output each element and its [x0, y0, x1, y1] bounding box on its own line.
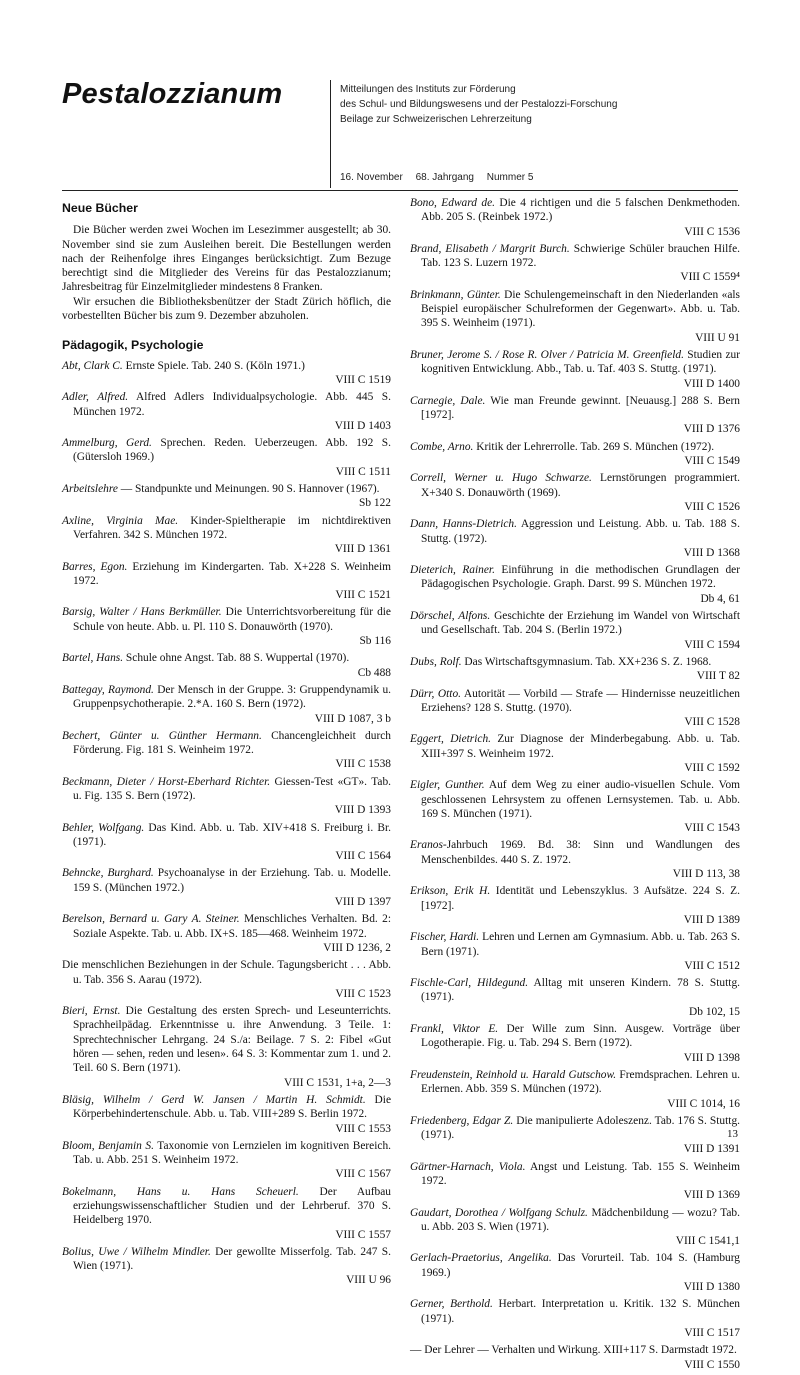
bibliography-entry	[410, 471, 740, 514]
entry-shelfmark: VIII D 1391	[683, 1143, 740, 1156]
bibliography-entry	[62, 1185, 391, 1242]
entry-description: Sprechen. Reden. Ueberzeugen. Abb. 192 S. (Gütersloh 1969.)	[73, 437, 391, 464]
entry-shelfmark: Sb 122	[359, 497, 391, 510]
right-column	[410, 196, 740, 1375]
entry-author: Battegay, Raymond.	[62, 683, 154, 696]
entry-author: Brinkmann, Günter.	[410, 288, 501, 301]
section-heading: Pädagogik, Psychologie	[62, 338, 204, 353]
entry-description: Psychoanalyse in der Erziehung. Tab. u. Modelle. 159 S. (München 1972.)	[73, 867, 391, 894]
entry-author: Beckmann, Dieter / Horst-Eberhard Richter.	[62, 775, 271, 788]
entry-shelfmark: VIII C 1567	[335, 1168, 391, 1181]
entry-shelfmark: VIII D 1397	[334, 896, 391, 909]
entry-description: Alfred Adlers Individualpsychologie. Abb. 445 S. München 1972.	[73, 391, 391, 418]
masthead-horizontal-rule	[62, 190, 738, 191]
entry-author: Dörschel, Alfons.	[410, 610, 491, 623]
masthead-vertical-rule	[330, 80, 331, 188]
entry-description: Zur Diagnose der Minderbegabung. Abb. u. Tab. XIII+397 S. Weinheim 1972.	[421, 733, 740, 760]
bibliography-entry	[62, 359, 391, 388]
entry-description: Fremdsprachen. Lehren u. Erlernen. Abb. 359 S. München (1972).	[421, 1068, 740, 1096]
bibliography-entry	[62, 651, 391, 680]
entry-author: Adler, Alfred.	[62, 391, 129, 404]
entry-shelfmark: VIII C 1550	[684, 1358, 740, 1371]
bibliography-entry	[410, 930, 740, 973]
entry-description: Lernstörungen programmiert. X+340 S. Donauwörth (1969).	[421, 472, 740, 499]
entry-description: Der Aufbau erziehungswissenschaftlicher Studien und der Lehrberuf. 370 S. Heidelberg 1970.	[73, 1185, 391, 1227]
bibliography-entry	[410, 687, 740, 730]
entry-shelfmark: VIII D 113, 38	[672, 868, 740, 881]
bibliography-entry	[410, 1343, 740, 1372]
entry-description: Angst und Leistung. Tab. 155 S. Weinheim 1972.	[421, 1160, 740, 1187]
bibliography-entry	[410, 1251, 740, 1294]
entry-description: Das Vorurteil. Tab. 104 S. (Hamburg 1969.)	[421, 1252, 740, 1279]
entry-author: Berelson, Bernard u. Gary A. Steiner.	[62, 913, 240, 926]
entry-shelfmark: VIII U 96	[346, 1274, 391, 1287]
bibliography-entry	[62, 912, 391, 955]
entry-description: Das Wirtschaftsgymnasium. Tab. XX+236 S. Z. 1968.	[461, 655, 712, 668]
entry-shelfmark: VIII C 1526	[684, 500, 740, 513]
entry-shelfmark: VIII D 1369	[683, 1189, 740, 1202]
entry-description: Die menschlichen Beziehungen in der Schule. Tagungsbericht . . . Abb. u. Tab. 356 S. Aarau (1972).	[62, 959, 391, 986]
bibliography-entry	[410, 242, 740, 285]
bibliography-entry	[62, 1093, 391, 1136]
entry-description: Wie man Freunde gewinnt. [Neuausg.] 288 S. Bern [1972].	[421, 394, 740, 422]
entry-shelfmark: VIII D 1380	[683, 1281, 740, 1294]
entry-description: Giessen-Test «GT». Tab. u. Fig. 135 S. Bern (1972).	[73, 775, 392, 802]
entry-shelfmark: VIII D 1087, 3 b	[314, 712, 391, 725]
entry-author: Freudenstein, Reinhold u. Harald Gutschow.	[410, 1068, 617, 1081]
entry-shelfmark: VIII U 91	[695, 331, 740, 344]
masthead-subtitle-line-2: des Schul- und Bildungswesens und der Pestalozzi-Forschung	[340, 99, 618, 110]
entry-shelfmark: VIII C 1541,1	[675, 1235, 740, 1248]
entry-author: Arbeitslehre	[62, 483, 118, 496]
entry-description: Kinder-Spieltherapie im nichtdirektiven Verfahren. 342 S. München 1972.	[73, 514, 391, 541]
entry-shelfmark: VIII C 1536	[684, 225, 740, 238]
entry-shelfmark: VIII T 82	[696, 670, 740, 683]
entry-description: Die 4 richtigen und die 5 falschen Denkmethoden. Abb. 205 S. (Reinbek 1972.)	[421, 197, 740, 224]
entry-description: Der gewollte Misserfolg. Tab. 247 S. Wien (1971).	[73, 1245, 391, 1273]
bibliography-entry	[410, 517, 740, 560]
entry-description: Lehren und Lernen am Gymnasium. Abb. u. Tab. 263 S. Bern (1971).	[421, 931, 740, 958]
entry-author: Dieterich, Rainer.	[410, 564, 495, 577]
entry-author: Gerlach-Praetorius, Angelika.	[410, 1252, 552, 1265]
entry-shelfmark: VIII D 1376	[683, 423, 740, 436]
bibliography-entry	[62, 729, 391, 772]
entry-description: Die Unterrichtsvorbereitung für die Schule von heute. Abb. u. Pl. 110 S. Donauwörth (1970).	[73, 606, 391, 633]
bibliography-entry	[410, 655, 740, 684]
entry-description: Herbart. Interpretation u. Kritik. 132 S. München (1971).	[421, 1298, 740, 1325]
entry-shelfmark: VIII C 1519	[335, 373, 391, 386]
bibliography-entry	[410, 838, 740, 881]
bibliography-entry	[62, 866, 391, 909]
entry-description: Chancengleichheit durch Förderung. Fig. 181 S. Weinheim 1972.	[73, 729, 391, 757]
entry-description: Autorität — Vorbild — Strafe — Hindernisse neuzeitlichen Erziehens? 128 S. Stuttg. (1970).	[421, 687, 740, 714]
entry-description: Der Wille zum Sinn. Ausgew. Vorträge über Logotherapie. Fig. u. Tab. 294 S. Bern (1972).	[421, 1023, 740, 1050]
entry-description: — Standpunkte und Meinungen. 90 S. Hannover (1967).	[117, 483, 380, 496]
page-number: 13	[727, 1128, 738, 1140]
entry-description: Einführung in die methodischen Grundlagen der Pädagogischen Psychologie. Graph. Darst. 99 S. München 1972.	[421, 564, 740, 591]
bibliography-entry	[410, 440, 740, 469]
entry-author: Dann, Hanns-Dietrich.	[410, 518, 517, 531]
bibliography-entry	[410, 1114, 740, 1157]
entry-shelfmark: VIII D 1361	[334, 543, 391, 556]
bibliography-entry	[410, 609, 740, 652]
entry-author: Behncke, Burghard.	[62, 867, 154, 880]
entry-author: Erikson, Erik H.	[410, 885, 491, 898]
entry-description: Alltag mit unseren Kindern. 78 S. Stuttg. (1971).	[421, 977, 741, 1004]
issue-jahrgang: 68. Jahrgang	[415, 172, 474, 183]
entry-description: Studien zur kognitiven Entwicklung. Abb., Tab. u. Taf. 403 S. Stuttg. (1971).	[421, 348, 740, 376]
entry-author: Gärtner-Harnach, Viola.	[410, 1160, 526, 1173]
entry-list-right	[410, 196, 740, 1372]
entry-author: Fischer, Hardi.	[410, 931, 480, 944]
entry-author: Ammelburg, Gerd.	[62, 437, 152, 450]
entry-shelfmark: VIII D 1398	[683, 1051, 740, 1064]
entry-author: Fischle-Carl, Hildegund.	[410, 977, 529, 990]
bibliography-entry	[410, 563, 740, 606]
entry-author: Gaudart, Dorothea / Wolfgang Schulz.	[410, 1206, 588, 1219]
entry-description: Die manipulierte Adoleszenz. Tab. 176 S. Stuttg. (1971).	[421, 1114, 741, 1142]
entry-shelfmark: VIII D 1400	[683, 377, 740, 390]
entry-author: Bieri, Ernst.	[62, 1005, 121, 1018]
entry-description: Taxonomie von Lernzielen im kognitiven Bereich. Tab. u. Abb. 251 S. Weinheim 1972.	[73, 1139, 391, 1167]
bibliography-entry	[62, 1139, 391, 1182]
entry-shelfmark: VIII C 1521	[335, 589, 391, 602]
masthead-subtitle-line-3: Beilage zur Schweizerischen Lehrerzeitung	[340, 114, 532, 125]
entry-description: Geschichte der Erziehung im Wandel von Wirtschaft und Gesellschaft. Tab. 204 S. (Berlin 1972.)	[421, 610, 740, 637]
bibliography-entry	[410, 1160, 740, 1203]
entry-description: Kritik der Lehrerrolle. Tab. 269 S. München (1972).	[473, 440, 715, 453]
bibliography-entry	[410, 976, 740, 1019]
entry-shelfmark: VIII C 1557	[335, 1228, 391, 1241]
entry-description: Schule ohne Angst. Tab. 88 S. Wuppertal (1970).	[123, 652, 350, 665]
entry-shelfmark: Cb 488	[357, 666, 391, 679]
entry-author: Bokelmann, Hans u. Hans Scheuerl.	[62, 1185, 299, 1198]
entry-author: Bechert, Günter u. Günther Hermann.	[62, 729, 262, 742]
entry-shelfmark: Sb 116	[359, 635, 391, 648]
entry-author: Bono, Edward de.	[410, 197, 495, 209]
bibliography-entry	[410, 394, 740, 437]
entry-shelfmark: VIII C 1538	[335, 758, 391, 771]
bibliography-entry	[62, 821, 391, 864]
bibliography-entry	[62, 436, 391, 479]
bibliography-entry	[410, 732, 740, 775]
entry-shelfmark: VIII C 1528	[684, 716, 740, 729]
bibliography-entry	[410, 1068, 740, 1111]
entry-shelfmark: VIII C 1517	[684, 1326, 740, 1339]
entry-list-left	[62, 359, 391, 1288]
entry-author: Combe, Arno.	[410, 440, 474, 453]
entry-shelfmark: VIII D 1393	[334, 804, 391, 817]
bibliography-entry	[410, 1206, 740, 1249]
entry-shelfmark: VIII C 1564	[335, 850, 391, 863]
issue-info	[340, 172, 543, 183]
entry-author: Eranos	[410, 839, 443, 852]
bibliography-entry	[62, 514, 391, 557]
entry-description: Menschliches Verhalten. Bd. 2: Soziale Aspekte. Tab. u. Abb. IX+S. 185—468. Weinheim 1972.	[73, 913, 391, 940]
entry-author: Eigler, Gunther.	[410, 779, 485, 792]
bibliography-entry	[410, 348, 740, 391]
issue-date: 16. November	[340, 172, 403, 183]
left-column	[62, 196, 391, 1291]
entry-shelfmark: VIII C 1559⁴	[680, 271, 740, 284]
entry-author: Correll, Werner u. Hugo Schwarze.	[410, 472, 592, 485]
entry-author: Barsig, Walter / Hans Berkmüller.	[62, 606, 222, 619]
entry-description: Der Mensch in der Gruppe. 3: Gruppendynamik u. Gruppenpsychotherapie. 2.*A. 160 S. Bern (1972).	[73, 683, 392, 711]
entry-author: Brand, Elisabeth / Margrit Burch.	[410, 242, 570, 255]
intro-paragraph-1: Die Bücher werden zwei Wochen im Lesezimmer ausgestellt; ab 30. November sind sie zum Ausleihen bereit. Die Bestellungen werden nach der Reihenfolge ihres Einganges berücksichtigt. Zum Bezuge berechtigt sind die Mitglieder des Vereins für das Pestalozzianum; Jahresbeitrag für Einzelmitglieder mindestens 8 Franken.	[62, 224, 391, 294]
entry-shelfmark: VIII C 1512	[684, 959, 740, 972]
entry-shelfmark: VIII D 1368	[683, 546, 740, 559]
entry-description: Die Körperbehindertenschule. Abb. u. Tab. VIII+289 S. Berlin 1972.	[73, 1093, 391, 1121]
bibliography-entry	[410, 288, 740, 345]
entry-author: Carnegie, Dale.	[410, 394, 486, 407]
bibliography-entry	[410, 884, 740, 927]
entry-author: Behler, Wolfgang.	[62, 821, 145, 834]
entry-shelfmark: VIII D 1236, 2	[323, 941, 391, 954]
entry-description: Die Schulengemeinschaft in den Niederlanden «als Beispiel europäischer Schulreformen der Gegenwart». Abb. u. Tab. 395 S. Weinheim (1971).	[421, 288, 740, 330]
entry-shelfmark: VIII C 1549	[684, 455, 740, 468]
entry-author: Abt, Clark C.	[62, 359, 123, 372]
issue-number: Nummer 5	[486, 172, 534, 183]
entry-shelfmark: VIII C 1511	[335, 465, 391, 478]
entry-shelfmark: VIII C 1592	[684, 761, 740, 774]
entry-author: Dubs, Rolf.	[410, 655, 462, 668]
entry-author: Axline, Virginia Mae.	[62, 514, 179, 527]
entry-description: Das Kind. Abb. u. Tab. XIV+418 S. Freiburg i. Br. (1971).	[73, 821, 391, 848]
entry-author: Eggert, Dietrich.	[410, 733, 491, 746]
entry-description: Schwierige Schüler brauchen Hilfe. Tab. 123 S. Luzern 1972.	[421, 242, 740, 270]
bibliography-entry	[410, 196, 740, 239]
entry-shelfmark: VIII C 1523	[335, 987, 391, 1000]
bibliography-entry	[62, 560, 391, 603]
entry-description: Erziehung im Kindergarten. Tab. X+228 S. Weinheim 1972.	[73, 560, 392, 587]
bibliography-entry	[62, 1004, 391, 1090]
entry-author: Friedenberg, Edgar Z.	[410, 1114, 514, 1127]
entry-description: Mädchenbildung — wozu? Tab. u. Abb. 203 S. Wien (1971).	[421, 1206, 740, 1233]
entry-description: Ernste Spiele. Tab. 240 S. (Köln 1971.)	[122, 359, 305, 372]
bibliography-entry	[62, 775, 391, 818]
bibliography-entry	[62, 1245, 391, 1288]
neue-buecher-heading: Neue Bücher	[62, 201, 138, 215]
masthead-subtitle-line-1: Mitteilungen des Instituts zur Förderung	[340, 84, 516, 95]
entry-shelfmark: VIII C 1543	[684, 822, 740, 835]
entry-author: Bolius, Uwe / Wilhelm Mindler.	[62, 1245, 211, 1258]
entry-description: -Jahrbuch 1969. Bd. 38: Sinn und Wandlungen des Menschenbildes. 440 S. Z. 1972.	[421, 839, 740, 866]
entry-author: Gerner, Berthold.	[410, 1298, 493, 1311]
entry-description: Identität und Lebenszyklus. 3 Aufsätze. 224 S. Z. [1972].	[421, 885, 740, 912]
entry-shelfmark: Db 102, 15	[689, 1005, 740, 1018]
entry-shelfmark: VIII C 1553	[335, 1122, 391, 1135]
bibliography-entry	[410, 1297, 740, 1340]
bibliography-entry	[62, 683, 391, 726]
entry-author: Bartel, Hans.	[62, 652, 124, 665]
entry-author: Bloom, Benjamin S.	[62, 1139, 154, 1152]
entry-shelfmark: VIII C 1594	[684, 638, 740, 651]
entry-shelfmark: Db 4, 61	[700, 592, 740, 605]
entry-description: — Der Lehrer — Verhalten und Wirkung. XIII+117 S. Darmstadt 1972.	[410, 1344, 737, 1357]
entry-shelfmark: VIII C 1014, 16	[667, 1097, 740, 1110]
entry-description: Auf dem Weg zu einer audio-visuellen Schule. Vom geschlossenen Lehrsystem zu offenen Lernsystemen. Tab. u. Abb. 169 S. München (1971).	[421, 779, 740, 820]
bibliography-entry	[62, 390, 391, 433]
entry-author: Dürr, Otto.	[410, 687, 461, 700]
intro-paragraph-2: Wir ersuchen die Bibliotheksbenützer der Stadt Zürich höflich, die vorbestellten Bücher bis zum 9. Dezember abzuholen.	[62, 295, 391, 323]
entry-description: Aggression und Leistung. Abb. u. Tab. 188 S. Stuttg. (1972).	[421, 518, 740, 545]
masthead-title: Pestalozzianum	[62, 78, 283, 110]
bibliography-entry	[410, 1022, 740, 1065]
entry-shelfmark: VIII C 1531, 1+a, 2—3	[283, 1076, 391, 1089]
entry-author: Barres, Egon.	[62, 560, 128, 573]
bibliography-entry	[410, 778, 740, 835]
entry-author: Bläsig, Wilhelm / Gerd W. Jansen / Martin H. Schmidt.	[62, 1093, 366, 1106]
entry-shelfmark: VIII D 1403	[334, 419, 391, 432]
bibliography-entry	[62, 482, 391, 511]
bibliography-entry	[62, 958, 391, 1001]
entry-author: Frankl, Viktor E.	[410, 1023, 499, 1036]
entry-description: Die Gestaltung des ersten Sprech- und Leseunterrichts. Sprachheilpädag. Erkenntnisse u. ihre Anwendung. 3 Teile. 1: Sprechtechnischer Lehrgang. 24 S./a: Beilage. 7 S. 2: Fibel «Gut hören — sehen, reden und lesen». 64 S. 3: Kommentar zum 1. und 2. Teil. 60 S. Bern (1971).	[73, 1005, 391, 1075]
entry-shelfmark: VIII D 1389	[683, 913, 740, 926]
bibliography-entry	[62, 605, 391, 648]
entry-author: Bruner, Jerome S. / Rose R. Olver / Patricia M. Greenfield.	[410, 348, 684, 361]
